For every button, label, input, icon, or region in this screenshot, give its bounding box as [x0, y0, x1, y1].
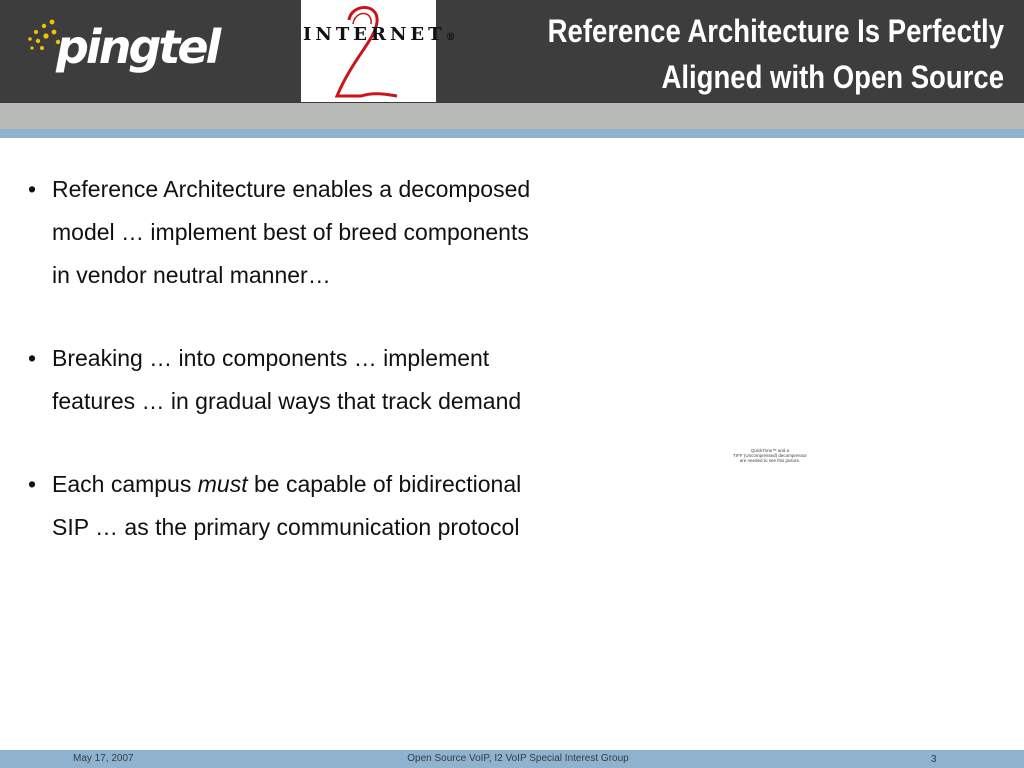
- internet2-wordmark: INTERNET: [303, 24, 446, 45]
- slide-title: [522, 8, 1004, 100]
- header-band-blue: [0, 129, 1024, 138]
- pingtel-wordmark: pingtel: [56, 20, 219, 74]
- placeholder-line: are needed to see this picture.: [739, 458, 801, 463]
- bullet-text: Reference Architecture enables a decomposed model … implement best of breed components in vendor neutral manner…: [52, 176, 531, 288]
- bullet-icon: •: [28, 345, 37, 371]
- footer-date: May 17, 2007: [73, 753, 134, 764]
- internet2-numeral-icon: [301, 0, 436, 102]
- registered-mark: ®: [445, 32, 456, 43]
- slide-footer: [0, 750, 1024, 768]
- page-number: 3: [931, 754, 937, 765]
- header-band-gray: [0, 103, 1024, 129]
- placeholder-line: TIFF (Uncompressed) decompressor: [733, 453, 807, 458]
- bullet-icon: •: [28, 471, 37, 497]
- bullet-text-post: be capable of bidirectional SIP … as the primary communication protocol: [52, 471, 522, 540]
- bullet-text: Breaking … into components … implement features … in gradual ways that track demand: [52, 345, 522, 414]
- slide-title-line2: Aligned with Open Source: [661, 59, 1004, 95]
- internet2-logo: [301, 0, 456, 102]
- footer-event: Open Source VoIP, I2 VoIP Special Interest Group: [407, 753, 629, 764]
- bullet-text-pre: Each campus: [52, 471, 198, 497]
- bullet-text-emphasis: must: [197, 471, 248, 497]
- placeholder-line: QuickTime™ and a: [750, 448, 790, 453]
- slide-header: [0, 0, 1024, 103]
- bullet-item: [28, 337, 548, 423]
- missing-image-placeholder: [700, 448, 840, 470]
- slide-title-line1: Reference Architecture Is Perfectly: [547, 13, 1004, 49]
- bullet-item: [28, 168, 548, 297]
- bullet-list: [28, 168, 548, 589]
- bullet-icon: •: [28, 176, 37, 202]
- pingtel-logo: [22, 14, 219, 84]
- bullet-item: [28, 463, 548, 549]
